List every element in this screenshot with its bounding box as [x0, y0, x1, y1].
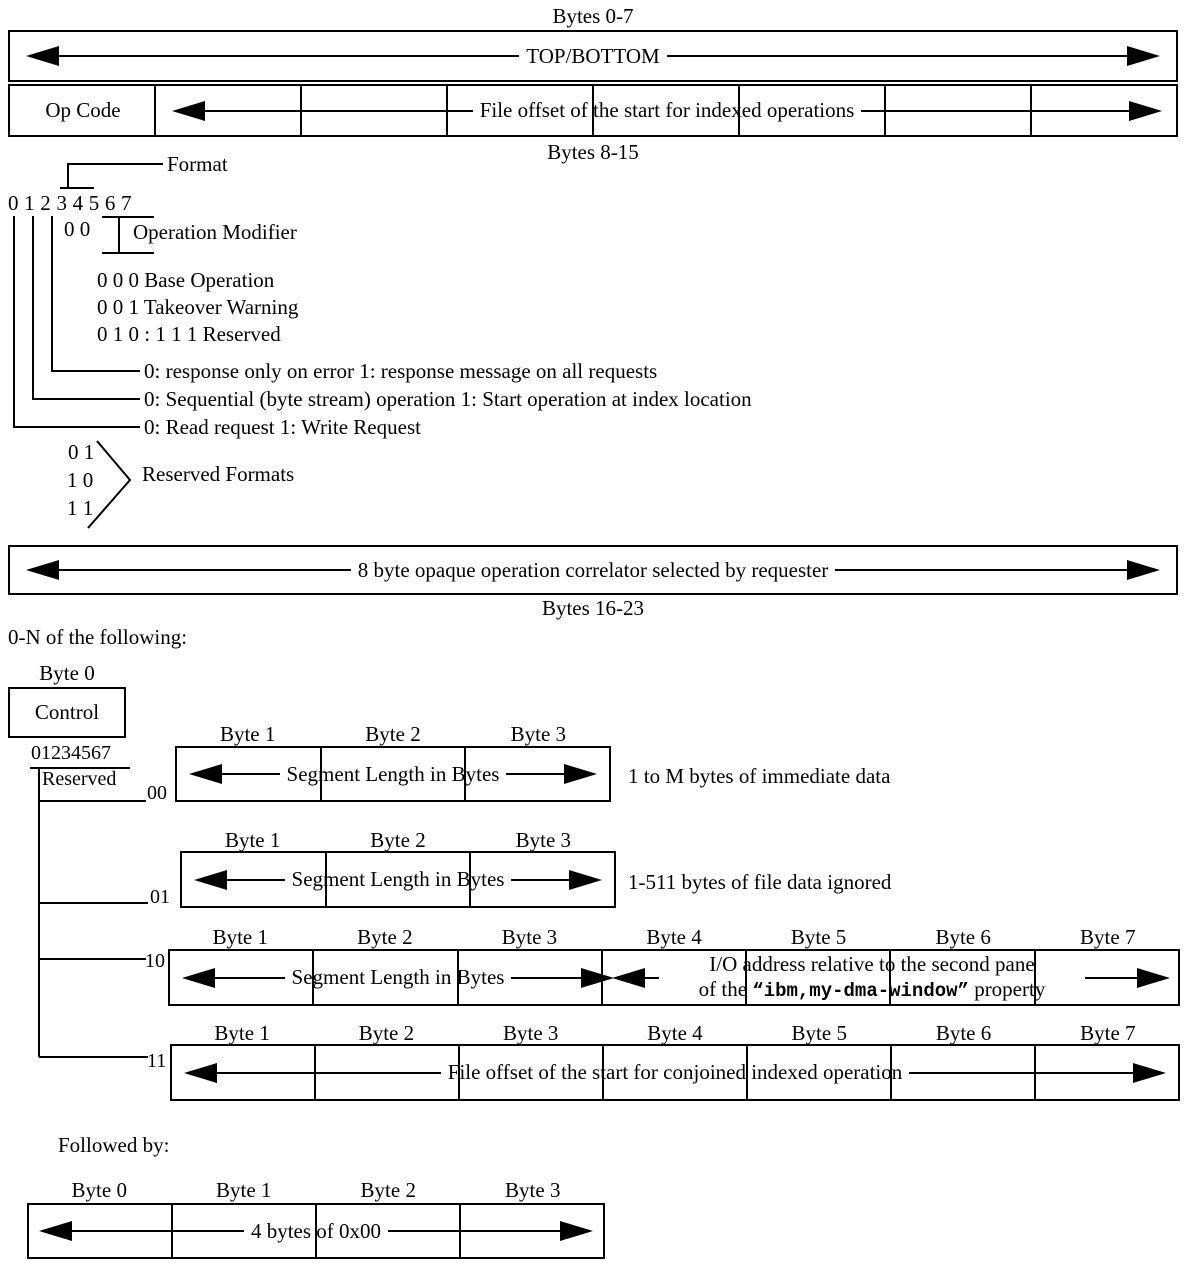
arrow-left-icon [612, 968, 645, 988]
byte-header: Byte 1 [219, 722, 276, 746]
control-box [8, 687, 126, 738]
arrow-shaft [215, 977, 285, 979]
byte-header: Byte 7 [1080, 925, 1136, 949]
control-label: Control [34, 700, 100, 725]
byte-header: Byte 3 [502, 1021, 559, 1045]
row-01-code: 01 [150, 886, 170, 908]
byte-header: Byte 7 [1080, 1021, 1136, 1045]
arrow-shaft [645, 977, 659, 979]
arrow-shaft [667, 55, 1127, 57]
arrow-shaft [506, 773, 564, 775]
byte-header: Byte 2 [365, 722, 421, 746]
byte-header: Byte 2 [357, 925, 413, 949]
arrow-shaft [72, 1230, 244, 1232]
io-address-line2: of the “ibm,my-dma-window” property [698, 976, 1046, 1002]
zero-bytes-label: 4 bytes of 0x00 [250, 1218, 382, 1243]
reserved-formats-angle [88, 441, 130, 528]
byte-header: Byte 1 [212, 925, 268, 949]
byte-header: Byte 3 [505, 1178, 561, 1202]
arrow-left-icon [39, 1221, 72, 1241]
row-01-byte-headers [180, 828, 616, 852]
arrow-shaft [59, 55, 519, 57]
byte-header: Byte 2 [370, 828, 426, 852]
followed-by-label: Followed by: [58, 1133, 170, 1157]
arrow-shaft [388, 1230, 560, 1232]
byte-header: Byte 1 [214, 1021, 270, 1045]
reserved-format-value: 0 1 [68, 440, 95, 464]
arrow-shaft [861, 110, 1129, 112]
bytes-0-7-title: Bytes 0-7 [552, 4, 634, 28]
row-11-byte-headers [170, 1021, 1180, 1045]
arrow-left-icon [194, 870, 227, 890]
control-byte-header: Byte 0 [39, 661, 95, 685]
bytes-8-15-title: Bytes 8-15 [547, 140, 639, 164]
arrow-left-icon [26, 46, 59, 66]
byte-header: Byte 5 [791, 1021, 847, 1045]
io-address-line1: I/O address relative to the second pane [709, 951, 1035, 976]
row-00-byte-headers [175, 722, 611, 746]
arrow-right-icon [1133, 1063, 1166, 1083]
format-value: 0 0 [64, 217, 91, 241]
conjoined-offset-label: File offset of the start for conjoined indexed operation [447, 1060, 903, 1085]
arrow-right-icon [564, 764, 597, 784]
row-01-note: 1-511 bytes of file data ignored [628, 870, 892, 894]
byte-header: Byte 1 [216, 1178, 272, 1202]
bit-numbers: 0 1 2 3 4 5 6 7 [8, 191, 132, 215]
segment-length-label: Segment Length in Bytes [291, 867, 505, 892]
operation-modifier-label: Operation Modifier [133, 220, 297, 244]
arrow-shaft [835, 569, 1127, 571]
byte-header: Byte 1 [224, 828, 281, 852]
arrow-left-icon [172, 101, 205, 121]
correlator-box [8, 545, 1178, 595]
correlator-label: 8 byte opaque operation correlator selected by requester [357, 557, 829, 582]
segment-length-label: Segment Length in Bytes [291, 965, 505, 990]
byte-header: Byte 2 [358, 1021, 415, 1045]
top-bottom-box [8, 30, 1178, 82]
arrow-shaft [59, 569, 351, 571]
row-00-note: 1 to M bytes of immediate data [628, 764, 891, 788]
row-10-box [168, 949, 1180, 1006]
arrow-shaft [909, 1072, 1133, 1074]
footer-box [27, 1203, 605, 1259]
reserved-formats-label: Reserved Formats [142, 462, 295, 486]
byte-header: Byte 3 [501, 925, 558, 949]
modifier-value: 0 1 0 : 1 1 1 Reserved [97, 322, 281, 346]
arrow-shaft [222, 773, 280, 775]
byte-header: Byte 5 [790, 925, 847, 949]
modifier-value: 0 0 1 Takeover Warning [97, 295, 299, 319]
arrow-left-icon [26, 560, 59, 580]
byte-header: Byte 2 [360, 1178, 416, 1202]
format-label: Format [167, 152, 228, 176]
arrow-right-icon [1137, 968, 1170, 988]
arrow-shaft [205, 110, 473, 112]
bytes-16-23-title: Bytes 16-23 [541, 596, 645, 620]
segments-intro: 0-N of the following: [8, 625, 188, 649]
footer-byte-headers [27, 1178, 605, 1202]
arrow-left-icon [184, 1063, 217, 1083]
bit0-description: 0: Read request 1: Write Request [144, 415, 421, 439]
control-bit-numbers: 01234567 [31, 742, 111, 764]
row-01-box [180, 851, 616, 908]
arrow-right-icon [1127, 560, 1160, 580]
arrow-right-icon [569, 870, 602, 890]
arrow-left-icon [189, 764, 222, 784]
opcode-row-box [8, 84, 1178, 137]
dma-window-property: “ibm,my-dma-window” [752, 979, 969, 1002]
arrow-shaft [511, 879, 569, 881]
arrow-shaft [227, 879, 285, 881]
byte-header: Byte 6 [935, 1021, 992, 1045]
row-00-code: 00 [147, 782, 167, 804]
byte-header: Byte 3 [510, 722, 567, 746]
row-10-byte-headers [168, 925, 1180, 949]
bit1-description: 0: Sequential (byte stream) operation 1: Start operation at index location [144, 387, 752, 411]
io-address-text [659, 952, 1085, 1004]
row-00-box [175, 746, 611, 802]
reserved-format-value: 1 0 [67, 468, 94, 492]
row-11-code: 11 [147, 1050, 167, 1072]
arrow-shaft [217, 1072, 441, 1074]
reserved-label: Reserved [42, 768, 117, 790]
op-code-label: Op Code [45, 98, 121, 123]
format-pointer-line [60, 164, 163, 188]
file-offset-label: File offset of the start for indexed operations [479, 98, 855, 123]
top-bottom-label: TOP/BOTTOM [526, 43, 660, 68]
modifier-value: 0 0 0 Base Operation [97, 268, 275, 292]
arrow-right-icon [1129, 101, 1162, 121]
bit2-description: 0: response only on error 1: response message on all requests [144, 359, 658, 383]
arrow-shaft [1085, 977, 1137, 979]
arrow-right-icon [1127, 46, 1160, 66]
arrow-shaft [511, 977, 581, 979]
row-11-box [170, 1044, 1180, 1101]
byte-header: Byte 4 [647, 1021, 703, 1045]
control-branch-lines [30, 768, 148, 1057]
byte-header: Byte 6 [935, 925, 991, 949]
reserved-format-value: 1 1 [67, 496, 94, 520]
arrow-right-icon [560, 1221, 593, 1241]
byte-header: Byte 0 [71, 1178, 127, 1202]
row-10-code: 10 [145, 950, 165, 972]
byte-header: Byte 3 [515, 828, 572, 852]
byte-header: Byte 4 [646, 925, 702, 949]
arrow-left-icon [182, 968, 215, 988]
segment-length-label: Segment Length in Bytes [286, 761, 500, 786]
